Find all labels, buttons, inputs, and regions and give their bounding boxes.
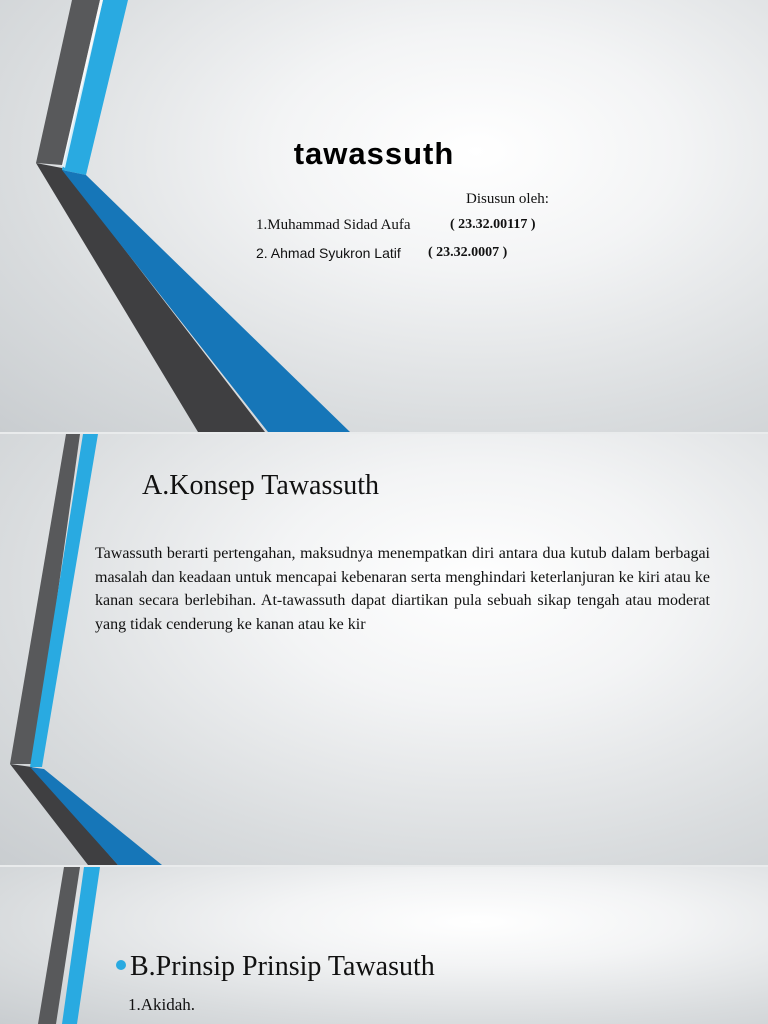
author-2-nim: ( 23.32.0007 ) [428,245,508,260]
slide-title [0,0,768,432]
list-item: 1.Akidah. [128,995,196,1014]
slide-konsep [0,434,768,865]
author-1-name: 1.Muhammad Sidad Aufa [256,217,411,233]
section-paragraph: Tawassuth berarti pertengahan, maksudnya menempatkan diri antara dua kutub dalam berbagai masalah dan keadaan untuk mencapai kebenaran serta menghindari keterlanjuran ke kiri atau ke kanan secara berlebihan. At-tawassuth dapat diartikan pula sebuah sikap tengah atau moderat yang tidak cenderung ke kanan atau ke kir [95,545,710,633]
decorative-stripes [0,434,768,865]
bullet-icon [116,960,126,970]
section-heading: A.Konsep Tawassuth [142,470,380,501]
compiled-by-label: Disusun oleh: [466,191,549,207]
decorative-stripes [0,867,768,1024]
author-2-name: 2. Ahmad Syukron Latif [256,245,401,261]
decorative-stripes [0,0,768,432]
author-1-nim: ( 23.32.00117 ) [450,217,536,232]
section-heading-text: B.Prinsip Prinsip Tawasuth [130,951,435,982]
slide-prinsip [0,867,768,1024]
section-heading [116,951,435,983]
presentation-title: tawassuth [293,136,455,171]
